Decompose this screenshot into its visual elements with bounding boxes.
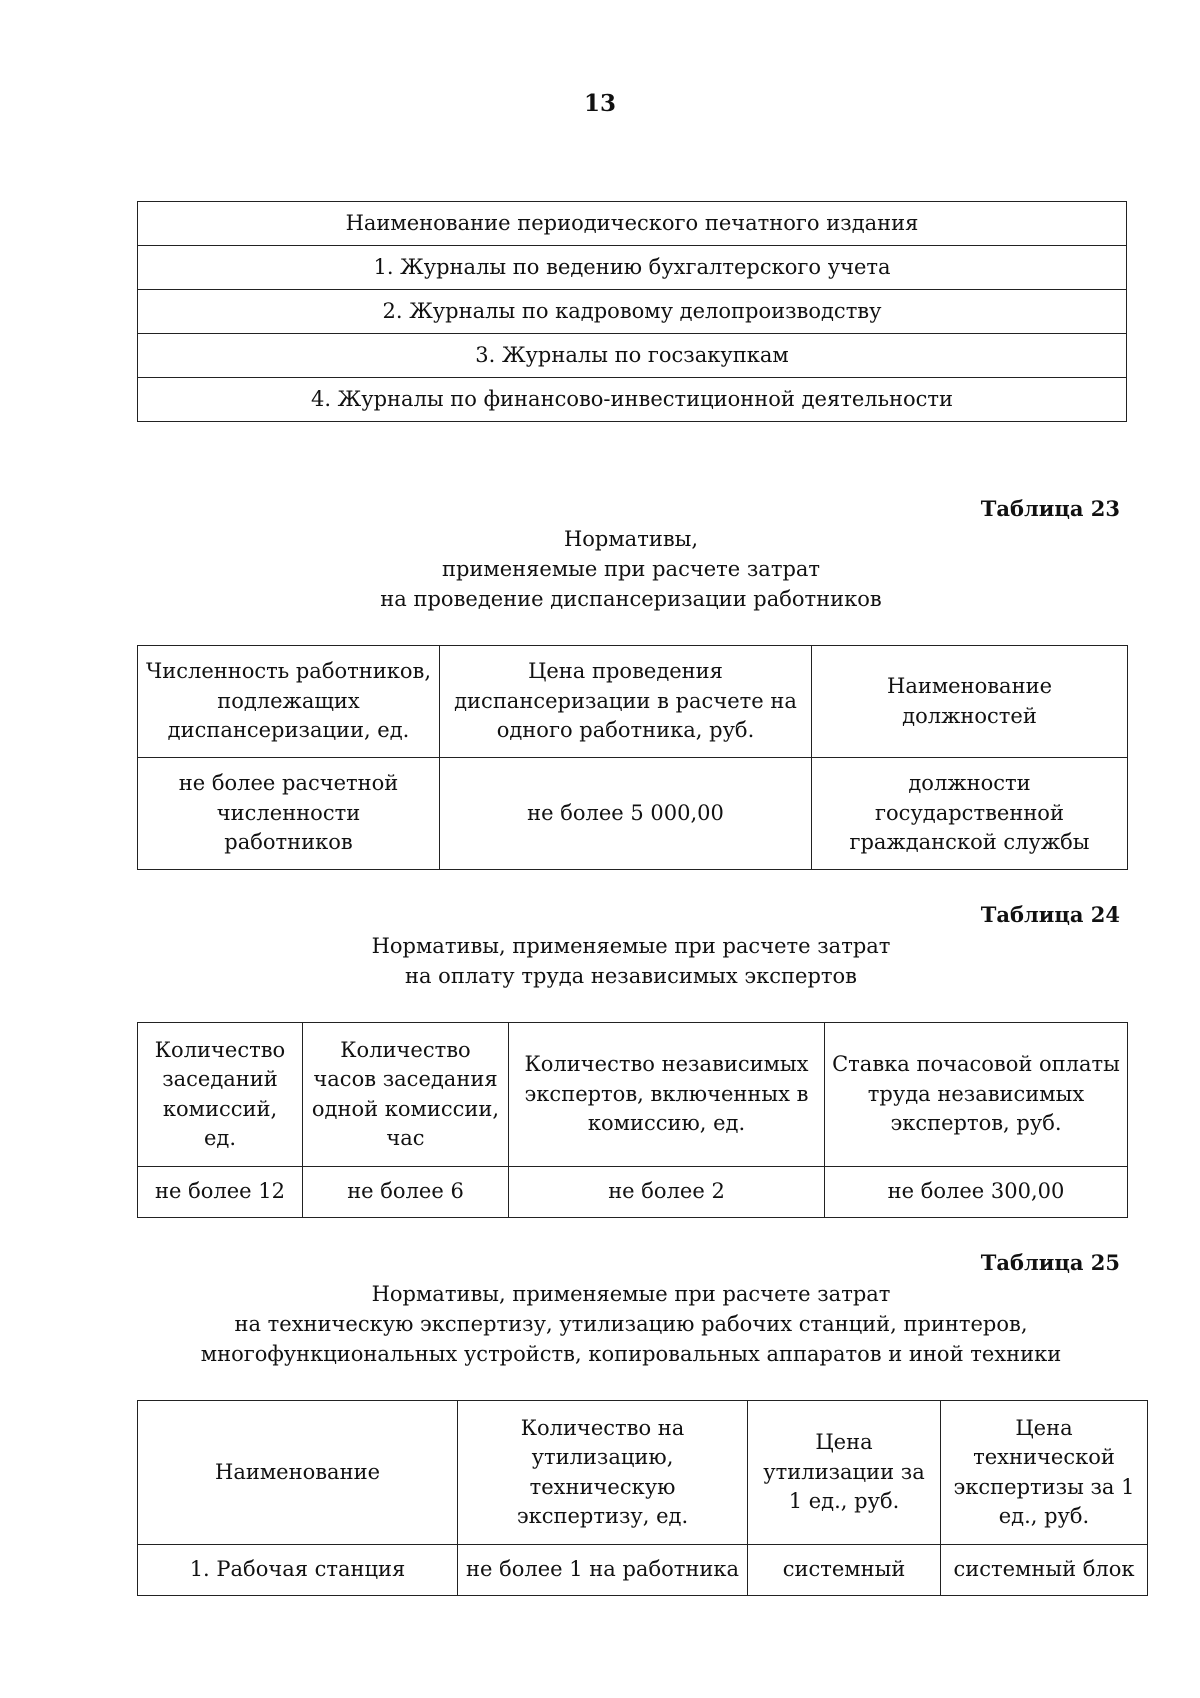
table24 <box>137 1022 1128 1218</box>
table-cell: не более 12 <box>138 1167 303 1218</box>
table-row <box>138 1545 1148 1596</box>
table-header-cell: Количество часов заседания одной комиссии, час <box>303 1023 509 1167</box>
table-cell: не более 2 <box>509 1167 825 1218</box>
table-row <box>138 378 1127 422</box>
table-header-cell: Ставка почасовой оплаты труда независимых экспертов, руб. <box>825 1023 1128 1167</box>
table-row <box>138 202 1127 246</box>
table-header-row <box>138 1401 1148 1545</box>
periodicals-table <box>137 201 1127 422</box>
table23-label: Таблица 23 <box>980 496 1120 521</box>
table-cell: 4. Журналы по финансово-инвестиционной деятельности <box>138 378 1127 422</box>
table-header-cell: Наименование периодического печатного издания <box>138 202 1127 246</box>
caption-line: на оплату труда независимых экспертов <box>404 964 858 988</box>
table-row <box>138 1167 1128 1218</box>
table-row <box>138 246 1127 290</box>
table-cell: 3. Журналы по госзакупкам <box>138 334 1127 378</box>
table25-label: Таблица 25 <box>980 1250 1120 1275</box>
table24-caption <box>136 931 1126 991</box>
table-cell: не более 1 на работника <box>458 1545 748 1596</box>
table24-label: Таблица 24 <box>980 902 1120 927</box>
caption-line: на проведение диспансеризации работников <box>380 587 882 611</box>
caption-line: на техническую экспертизу, утилизацию рабочих станций, принтеров, <box>234 1312 1028 1336</box>
table-cell: системный <box>748 1545 941 1596</box>
table-header-cell: Количество заседаний комиссий, ед. <box>138 1023 303 1167</box>
table-cell: не более 5 000,00 <box>440 758 812 870</box>
table-row <box>138 290 1127 334</box>
table25 <box>137 1400 1148 1596</box>
table-header-cell: Наименование <box>138 1401 458 1545</box>
table23-caption <box>136 524 1126 614</box>
caption-line: Нормативы, применяемые при расчете затрат <box>371 934 891 958</box>
table-header-cell: Цена технической экспертизы за 1 ед., руб. <box>941 1401 1148 1545</box>
caption-line: многофункциональных устройств, копировальных аппаратов и иной техники <box>200 1342 1062 1366</box>
caption-line: Нормативы, <box>563 527 699 551</box>
table-cell: 1. Рабочая станция <box>138 1545 458 1596</box>
table-row <box>138 334 1127 378</box>
table-cell: не более 6 <box>303 1167 509 1218</box>
table-cell: 1. Журналы по ведению бухгалтерского учета <box>138 246 1127 290</box>
table-header-cell: Количество на утилизацию, техническую экспертизу, ед. <box>458 1401 748 1545</box>
table-row <box>138 758 1128 870</box>
table-cell: не более 300,00 <box>825 1167 1128 1218</box>
table-cell: 2. Журналы по кадровому делопроизводству <box>138 290 1127 334</box>
table-header-cell: Количество независимых экспертов, включенных в комиссию, ед. <box>509 1023 825 1167</box>
caption-line: Нормативы, применяемые при расчете затрат <box>371 1282 891 1306</box>
table-header-row <box>138 646 1128 758</box>
caption-line: применяемые при расчете затрат <box>441 557 821 581</box>
table23 <box>137 645 1128 870</box>
table-cell: должности государственной гражданской службы <box>812 758 1128 870</box>
table-header-row <box>138 1023 1128 1167</box>
table-cell: не более расчетной численности работников <box>138 758 440 870</box>
table-header-cell: Цена проведения диспансеризации в расчете на одного работника, руб. <box>440 646 812 758</box>
table25-caption <box>136 1279 1126 1369</box>
table-header-cell: Численность работников, подлежащих диспансеризации, ед. <box>138 646 440 758</box>
table-header-cell: Наименование должностей <box>812 646 1128 758</box>
page-number: 13 <box>583 90 616 117</box>
table-cell: системный блок <box>941 1545 1148 1596</box>
table-header-cell: Цена утилизации за 1 ед., руб. <box>748 1401 941 1545</box>
